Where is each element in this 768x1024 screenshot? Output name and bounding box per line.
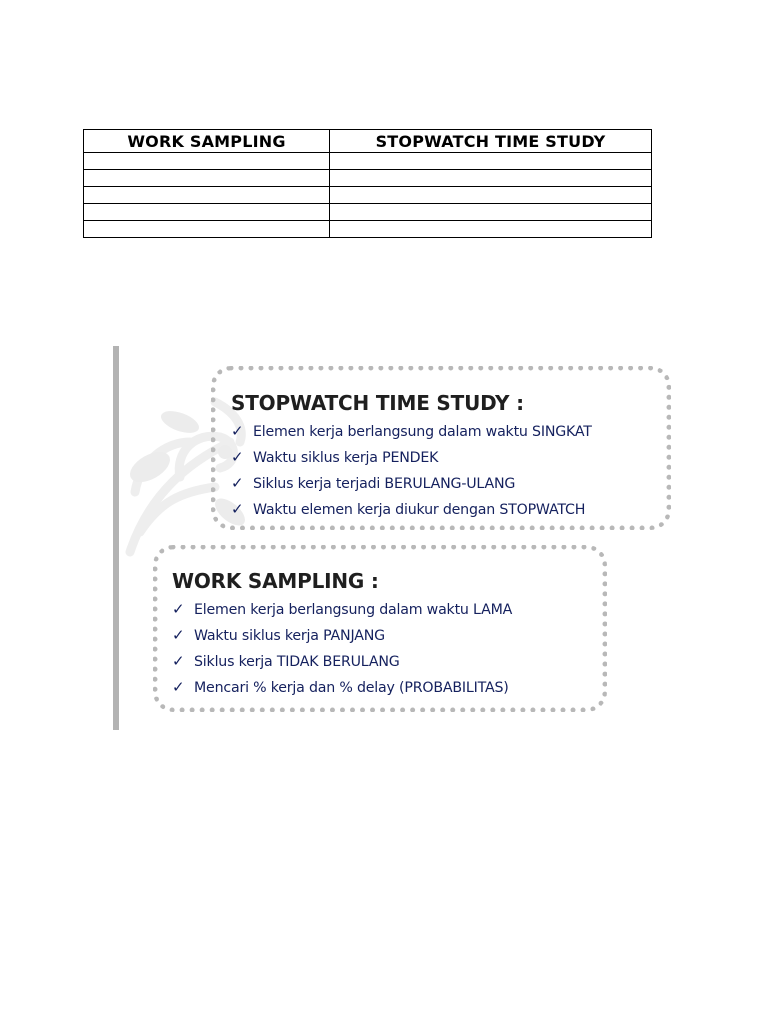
- table-cell: [330, 187, 652, 204]
- table-cell: [330, 153, 652, 170]
- stopwatch-time-study-box: [211, 366, 671, 530]
- check-icon: ✓: [172, 652, 185, 670]
- list-item: [231, 445, 666, 471]
- work-sampling-list: [172, 597, 602, 701]
- column-header-stopwatch: STOPWATCH TIME STUDY: [330, 130, 652, 153]
- table-cell: [330, 204, 652, 221]
- comparison-table: [83, 129, 652, 238]
- table-cell: [330, 221, 652, 238]
- list-item: [231, 419, 666, 445]
- table-cell: [84, 170, 330, 187]
- work-sampling-box: [153, 545, 607, 712]
- list-item-text: Mencari % kerja dan % delay (PROBABILITAS): [194, 680, 509, 696]
- table-row: [84, 221, 652, 238]
- column-header-work-sampling: WORK SAMPLING: [84, 130, 330, 153]
- table-cell: [84, 221, 330, 238]
- list-item-text: Waktu siklus kerja PANJANG: [194, 628, 385, 644]
- list-item-text: Waktu elemen kerja diukur dengan STOPWATCH: [253, 502, 586, 518]
- list-item-text: Elemen kerja berlangsung dalam waktu LAMA: [194, 602, 513, 618]
- table-row: [84, 153, 652, 170]
- list-item: [172, 623, 602, 649]
- check-icon: ✓: [172, 678, 185, 696]
- list-item: [172, 597, 602, 623]
- check-icon: ✓: [231, 474, 244, 492]
- list-item: [231, 497, 666, 523]
- check-icon: ✓: [172, 626, 185, 644]
- table-cell: [84, 153, 330, 170]
- check-icon: ✓: [231, 422, 244, 440]
- list-item-text: Elemen kerja berlangsung dalam waktu SINGKAT: [253, 424, 592, 440]
- table-cell: [84, 204, 330, 221]
- table-row: [84, 187, 652, 204]
- stopwatch-list: [231, 419, 666, 523]
- table-cell: [330, 170, 652, 187]
- list-item-text: Siklus kerja terjadi BERULANG-ULANG: [253, 476, 516, 492]
- table-row: [84, 204, 652, 221]
- list-item-text: Waktu siklus kerja PENDEK: [253, 450, 439, 466]
- work-sampling-title: WORK SAMPLING :: [172, 569, 379, 593]
- list-item: [231, 471, 666, 497]
- list-item: [172, 675, 602, 701]
- check-icon: ✓: [231, 500, 244, 518]
- list-item: [172, 649, 602, 675]
- check-icon: ✓: [231, 448, 244, 466]
- slide-left-bar: [113, 346, 119, 730]
- table-cell: [84, 187, 330, 204]
- table-header-row: [84, 130, 652, 153]
- slide-image: [112, 346, 672, 730]
- check-icon: ✓: [172, 600, 185, 618]
- list-item-text: Siklus kerja TIDAK BERULANG: [194, 654, 400, 670]
- table-row: [84, 170, 652, 187]
- stopwatch-title: STOPWATCH TIME STUDY :: [231, 391, 524, 415]
